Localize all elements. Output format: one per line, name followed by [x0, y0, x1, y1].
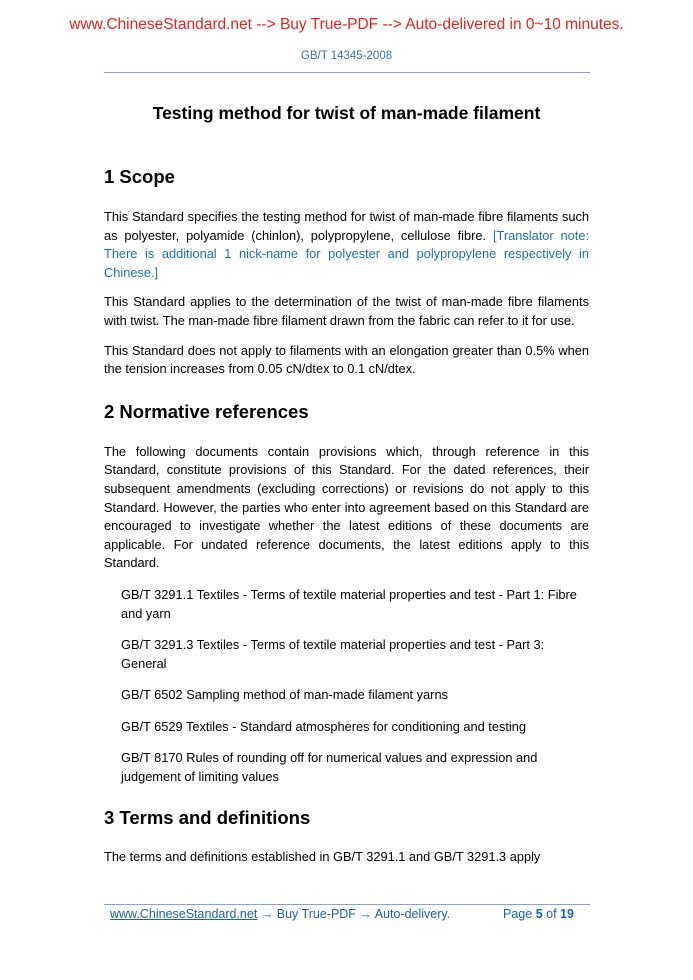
scope-paragraph-2: This Standard applies to the determination of the twist of man-made fibre filaments with twist. The man-made fibre filament drawn from the fabric can refer to it for use.: [104, 294, 589, 328]
of-word: of: [546, 907, 557, 921]
section-1-heading: 1 Scope: [104, 166, 175, 187]
reference-item: GB/T 3291.3 Textiles - Terms of textile material properties and test - Part 3: General: [121, 637, 545, 671]
reference-item: GB/T 6529 Textiles - Standard atmospheres for conditioning and testing: [121, 718, 527, 734]
scope-paragraph-3: This Standard does not apply to filaments with an elongation greater than 0.5% when the tension increases from 0.05 cN/dtex to 0.1 cN/dtex.: [104, 342, 589, 377]
page-indicator: [503, 907, 574, 921]
document-body: [104, 165, 589, 866]
terms-paragraph-1: The terms and definitions established in GB/T 3291.1 and GB/T 3291.3 apply: [104, 848, 541, 864]
footer: [110, 907, 590, 921]
header-divider: [104, 72, 590, 73]
footer-divider: [104, 904, 590, 905]
document-title: Testing method for twist of man-made filament: [152, 103, 541, 123]
footer-buy-text: → Buy True-PDF → Auto-delivery.: [257, 907, 451, 921]
page-word: Page: [503, 907, 533, 921]
footer-site-link[interactable]: www.ChineseStandard.net: [110, 907, 258, 921]
reference-item: GB/T 6502 Sampling method of man-made filament yarns: [121, 687, 448, 703]
reference-item: GB/T 3291.1 Textiles - Terms of textile material properties and test - Part 1: Fibre and yarn: [121, 586, 577, 621]
scope-paragraph-1: [104, 208, 589, 282]
scope-paragraph-1-text: This Standard specifies the testing method for twist of man-made fibre filaments such as polyester, polyamide (chinlon), polypropylene, cellulose fibre.: [104, 209, 589, 243]
page-number: 5: [535, 907, 543, 921]
translator-note: [Translator note: There is additional 1 nick-name for polyester and polypropylene respectively in Chinese.]: [104, 227, 590, 280]
banner-text: www.ChineseStandard.net --> Buy True-PDF --> Auto-delivered in 0~10 minutes.: [69, 16, 624, 33]
reference-item: GB/T 8170 Rules of rounding off for numerical values and expression and judgement of limiting values: [121, 750, 538, 785]
header-doc-id: GB/T 14345-2008: [300, 50, 393, 62]
normative-intro: The following documents contain provisions which, through reference in this Standard, constitute provisions of this Standard. For the dated references, their subsequent amendments (excluding corrections) or revisions do not apply to this Standard. However, the parties who enter into agreement based on this Standard are encouraged to investigate whether the latest editions of these documents are applicable. For undated reference documents, the latest editions apply to this Standard.: [104, 443, 589, 571]
section-2-heading: 2 Normative references: [104, 400, 309, 422]
section-3-heading: 3 Terms and definitions: [104, 806, 311, 828]
page-total: 19: [560, 907, 574, 921]
